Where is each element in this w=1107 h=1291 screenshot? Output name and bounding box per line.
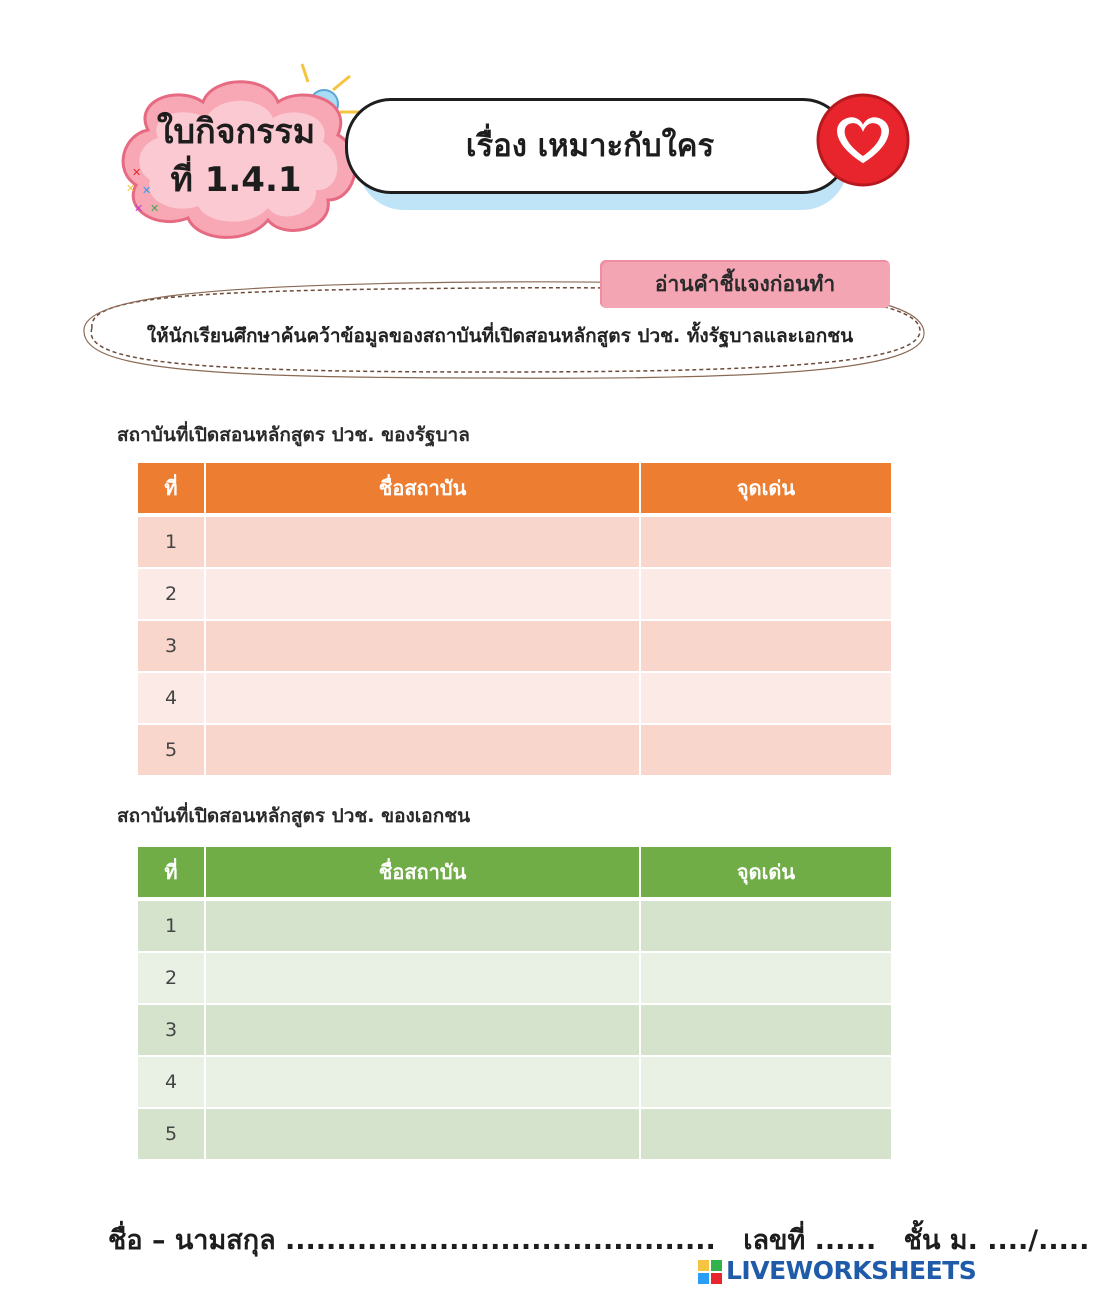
liveworksheets-logo-icon (698, 1260, 722, 1284)
government-institutions-table (138, 463, 891, 775)
column-header-highlight: จุดเด่น (640, 847, 891, 899)
table-row (138, 672, 891, 724)
institution-name-cell[interactable] (205, 952, 640, 1004)
class-field[interactable]: ชั้น ม. ..../..... (903, 1225, 1090, 1256)
table-row (138, 1108, 891, 1159)
highlight-cell[interactable] (640, 1108, 891, 1159)
highlight-cell[interactable] (640, 515, 891, 568)
row-number: 5 (138, 1108, 205, 1159)
highlight-cell[interactable] (640, 952, 891, 1004)
institution-name-cell[interactable] (205, 1108, 640, 1159)
highlight-cell[interactable] (640, 1004, 891, 1056)
institution-name-cell[interactable] (205, 1004, 640, 1056)
row-number: 4 (138, 1056, 205, 1108)
name-field[interactable]: ชื่อ – นามสกุล .......................................... (108, 1225, 716, 1256)
student-number-field[interactable]: เลขที่ ...... (743, 1225, 877, 1256)
column-header-institution-name: ชื่อสถาบัน (205, 463, 640, 515)
activity-label-line2: ที่ 1.4.1 (170, 160, 302, 200)
private-section-heading: สถาบันที่เปิดสอนหลักสูตร ปวช. ของเอกชน (117, 805, 471, 827)
table-row (138, 620, 891, 672)
instruction-text: ให้นักเรียนศึกษาค้นคว้าข้อมูลของสถาบันที่เปิดสอนหลักสูตร ปวช. ทั้งรัฐบาลและเอกชน (146, 325, 854, 347)
student-info-line (108, 1218, 1107, 1261)
instruction-tag-label: อ่านคำชี้แจงก่อนทำ (654, 272, 836, 296)
worksheet-title: เรื่อง เหมาะกับใคร (465, 128, 715, 164)
svg-text:✕: ✕ (142, 184, 152, 197)
table-row (138, 1056, 891, 1108)
column-header-highlight: จุดเด่น (640, 463, 891, 515)
table-row (138, 515, 891, 568)
institution-name-cell[interactable] (205, 899, 640, 952)
highlight-cell[interactable] (640, 672, 891, 724)
column-header-number: ที่ (138, 847, 205, 899)
column-header-number: ที่ (138, 463, 205, 515)
table-row (138, 952, 891, 1004)
institution-name-cell[interactable] (205, 724, 640, 775)
row-number: 1 (138, 515, 205, 568)
institution-name-cell[interactable] (205, 620, 640, 672)
highlight-cell[interactable] (640, 724, 891, 775)
row-number: 3 (138, 1004, 205, 1056)
svg-text:✕: ✕ (134, 202, 144, 215)
government-section-heading: สถาบันที่เปิดสอนหลักสูตร ปวช. ของรัฐบาล (117, 424, 470, 446)
highlight-cell[interactable] (640, 620, 891, 672)
row-number: 1 (138, 899, 205, 952)
private-institutions-table (138, 847, 891, 1159)
svg-text:✕: ✕ (150, 202, 160, 215)
highlight-cell[interactable] (640, 899, 891, 952)
table-row (138, 724, 891, 775)
svg-text:✕: ✕ (126, 182, 136, 195)
table-row (138, 1004, 891, 1056)
institution-name-cell[interactable] (205, 568, 640, 620)
row-number: 2 (138, 568, 205, 620)
liveworksheets-watermark: LIVEWORKSHEETS (726, 1256, 977, 1285)
heart-icon (815, 92, 911, 188)
row-number: 4 (138, 672, 205, 724)
row-number: 2 (138, 952, 205, 1004)
svg-text:✕: ✕ (132, 166, 142, 179)
institution-name-cell[interactable] (205, 672, 640, 724)
institution-name-cell[interactable] (205, 1056, 640, 1108)
table-header-row (138, 463, 891, 515)
highlight-cell[interactable] (640, 1056, 891, 1108)
row-number: 3 (138, 620, 205, 672)
activity-label-line1: ใบกิจกรรม (156, 112, 316, 152)
highlight-cell[interactable] (640, 568, 891, 620)
table-row (138, 899, 891, 952)
column-header-institution-name: ชื่อสถาบัน (205, 847, 640, 899)
institution-name-cell[interactable] (205, 515, 640, 568)
row-number: 5 (138, 724, 205, 775)
table-row (138, 568, 891, 620)
table-header-row (138, 847, 891, 899)
